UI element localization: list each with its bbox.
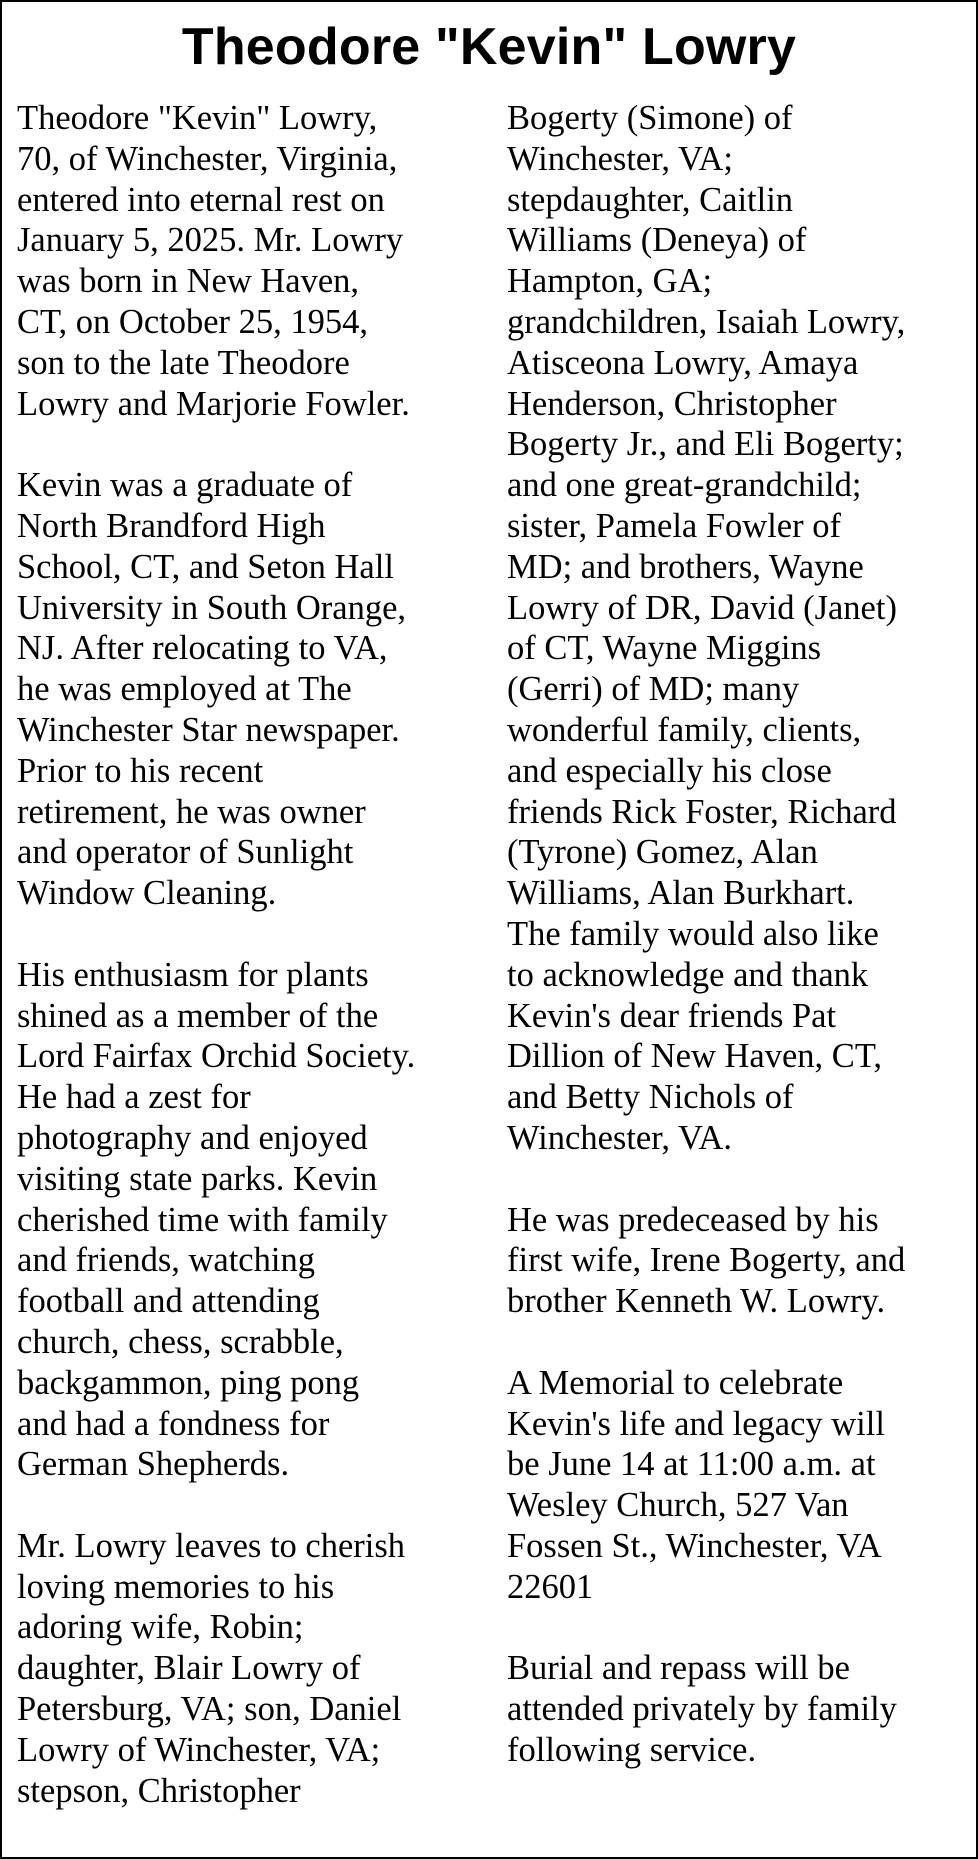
- right-column-paragraph: [507, 1363, 977, 1608]
- text-line: Dillion of New Haven, CT,: [507, 1037, 882, 1076]
- text-line: church, chess, scrabble,: [17, 1322, 344, 1361]
- text-line: backgammon, ping pong: [17, 1363, 360, 1402]
- text-line: visiting state parks. Kevin: [17, 1159, 378, 1198]
- text-line: daughter, Blair Lowry of: [17, 1649, 361, 1688]
- text-line: German Shepherds.: [17, 1445, 290, 1484]
- text-line: Lord Fairfax Orchid Society.: [17, 1037, 416, 1076]
- text-line: and friends, watching: [17, 1241, 315, 1280]
- text-line: shined as a member of the: [17, 996, 379, 1035]
- obituary-title: Theodore "Kevin" Lowry: [181, 18, 797, 76]
- text-line: He had a zest for: [17, 1078, 251, 1117]
- text-line: friends Rick Foster, Richard: [507, 792, 897, 831]
- text-line: University in South Orange,: [17, 588, 407, 627]
- text-line: football and attending: [17, 1282, 320, 1321]
- text-line: Burial and repass will be: [507, 1649, 850, 1688]
- text-line: The family would also like: [507, 914, 879, 953]
- text-line: (Gerri) of MD; many: [507, 670, 800, 709]
- left-column-paragraph: [17, 1526, 487, 1812]
- text-line: son to the late Theodore: [17, 343, 350, 382]
- text-line: Lowry of Winchester, VA;: [17, 1730, 381, 1769]
- text-line: Hampton, GA;: [507, 262, 713, 301]
- text-line: Williams, Alan Burkhart.: [507, 874, 855, 913]
- text-line: Wesley Church, 527 Van: [507, 1486, 849, 1525]
- text-line: photography and enjoyed: [17, 1118, 368, 1157]
- text-line: he was employed at The: [17, 670, 352, 709]
- text-line: cherished time with family: [17, 1200, 388, 1239]
- text-line: adoring wife, Robin;: [17, 1608, 304, 1647]
- text-line: Lowry of DR, David (Janet): [507, 588, 897, 627]
- text-line: Window Cleaning.: [17, 874, 277, 913]
- left-column-paragraph: [17, 465, 487, 914]
- text-line: stepson, Christopher: [17, 1771, 301, 1810]
- text-line: stepdaughter, Caitlin: [507, 180, 794, 219]
- text-line: Petersburg, VA; son, Daniel: [17, 1690, 402, 1729]
- right-column-paragraph: [507, 98, 977, 1159]
- text-line: and one great-grandchild;: [507, 466, 862, 505]
- text-line: first wife, Irene Bogerty, and: [507, 1241, 906, 1280]
- left-column-paragraph: [17, 98, 487, 424]
- text-line: Henderson, Christopher: [507, 384, 837, 423]
- text-line: Bogerty Jr., and Eli Bogerty;: [507, 425, 904, 464]
- text-line: to acknowledge and thank: [507, 955, 869, 994]
- text-line: Atisceona Lowry, Amaya: [507, 343, 859, 382]
- text-line: and had a fondness for: [17, 1404, 330, 1443]
- text-line: and especially his close: [507, 751, 832, 790]
- text-line: Winchester, VA;: [507, 139, 733, 178]
- text-line: School, CT, and Seton Hall: [17, 547, 394, 586]
- text-line: North Brandford High: [17, 506, 326, 545]
- text-line: grandchildren, Isaiah Lowry,: [507, 302, 906, 341]
- text-line: Williams (Deneya) of: [507, 221, 807, 260]
- text-line: and operator of Sunlight: [17, 833, 354, 872]
- text-line: Kevin's life and legacy will: [507, 1404, 885, 1443]
- text-line: entered into eternal rest on: [17, 180, 385, 219]
- text-line: CT, on October 25, 1954,: [17, 302, 369, 341]
- text-line: A Memorial to celebrate: [507, 1363, 844, 1402]
- text-line: He was predeceased by his: [507, 1200, 879, 1239]
- text-line: retirement, he was owner: [17, 792, 366, 831]
- text-line: Winchester, VA.: [507, 1118, 732, 1157]
- right-text-column: [507, 98, 977, 1771]
- text-line: wonderful family, clients,: [507, 710, 862, 749]
- text-line: Winchester Star newspaper.: [17, 710, 400, 749]
- text-line: Prior to his recent: [17, 751, 264, 790]
- text-line: MD; and brothers, Wayne: [507, 547, 864, 586]
- text-line: Kevin was a graduate of: [17, 466, 353, 505]
- text-line: Fossen St., Winchester, VA: [507, 1526, 882, 1565]
- text-line: Bogerty (Simone) of: [507, 99, 793, 137]
- text-line: NJ. After relocating to VA,: [17, 629, 388, 668]
- text-line: Kevin's dear friends Pat: [507, 996, 837, 1035]
- text-line: 22601: [507, 1567, 594, 1606]
- text-line: of CT, Wayne Miggins: [507, 629, 822, 668]
- text-line: attended privately by family: [507, 1690, 897, 1729]
- text-line: sister, Pamela Fowler of: [507, 506, 841, 545]
- left-text-column: [17, 98, 487, 1811]
- text-line: and Betty Nichols of: [507, 1078, 794, 1117]
- text-line: 70, of Winchester, Virginia,: [17, 139, 398, 178]
- text-line: January 5, 2025. Mr. Lowry: [17, 221, 404, 260]
- text-line: Lowry and Marjorie Fowler.: [17, 384, 410, 423]
- text-line: His enthusiasm for plants: [17, 955, 369, 994]
- text-line: following service.: [507, 1730, 757, 1769]
- right-column-paragraph: [507, 1648, 977, 1770]
- text-line: (Tyrone) Gomez, Alan: [507, 833, 818, 872]
- text-line: was born in New Haven,: [17, 262, 360, 301]
- text-line: be June 14 at 11:00 a.m. at: [507, 1445, 876, 1484]
- text-line: Theodore "Kevin" Lowry,: [17, 99, 378, 137]
- left-column-paragraph: [17, 955, 487, 1485]
- right-column-paragraph: [507, 1200, 977, 1322]
- text-line: brother Kenneth W. Lowry.: [507, 1282, 886, 1321]
- text-line: loving memories to his: [17, 1567, 335, 1606]
- text-line: Mr. Lowry leaves to cherish: [17, 1526, 406, 1565]
